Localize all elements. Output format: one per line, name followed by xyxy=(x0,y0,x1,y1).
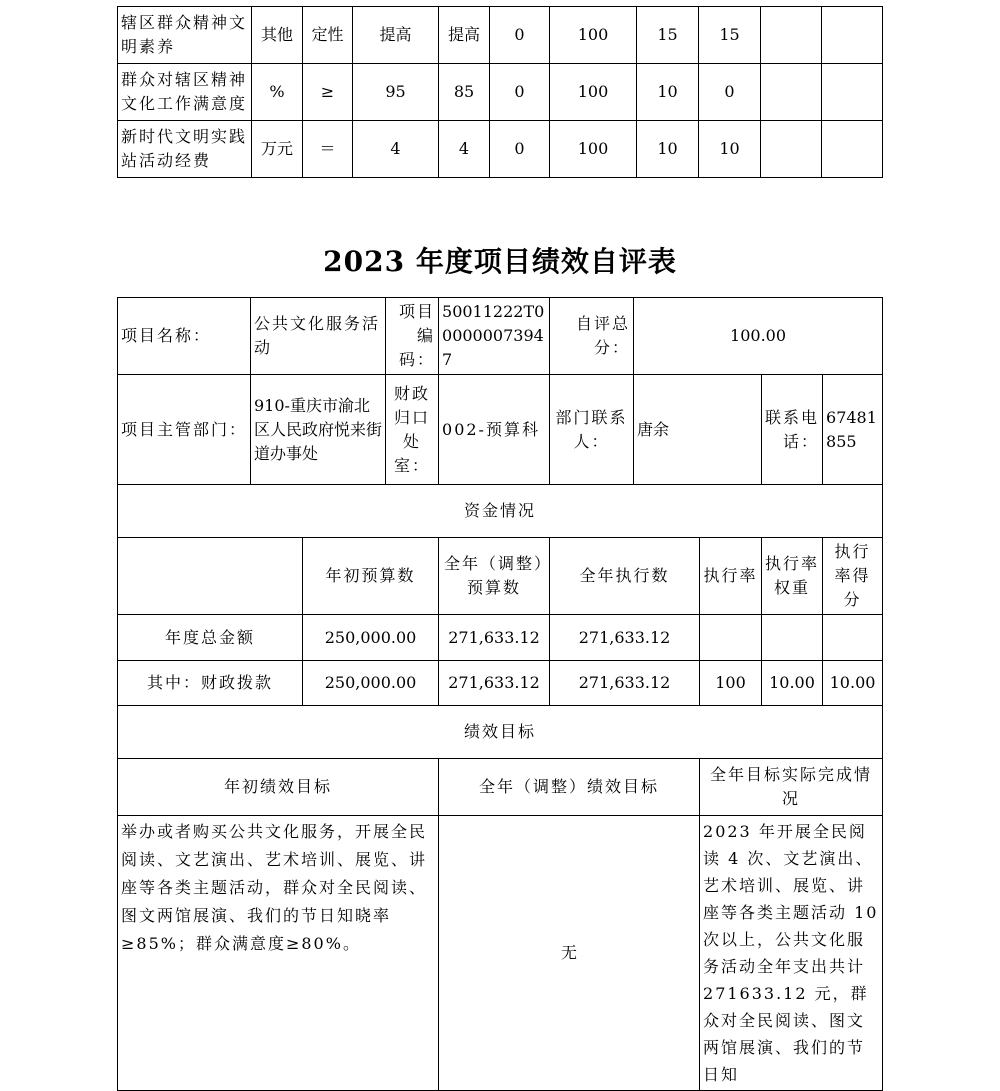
indicator-target: 4 xyxy=(353,121,439,178)
indicator-type: ≥ xyxy=(303,64,353,121)
funds-value: 10.00 xyxy=(762,661,823,706)
dept-value: 910-重庆市渝北区人民政府悦来街道办事处 xyxy=(251,375,386,485)
funds-value: 250,000.00 xyxy=(303,661,439,706)
project-name: 公共文化服务活动 xyxy=(251,298,386,375)
indicator-cell: 100 xyxy=(550,64,637,121)
goals-row xyxy=(118,816,883,1091)
funds-header: 全年（调整）预算数 xyxy=(439,538,550,615)
funds-header-row xyxy=(118,538,883,615)
funds-value: 271,633.12 xyxy=(550,661,700,706)
funds-value xyxy=(700,615,762,661)
indicator-actual: 提高 xyxy=(439,7,490,64)
finance-value: 002-预算科 xyxy=(439,375,550,485)
indicator-row xyxy=(118,64,883,121)
funds-value: 271,633.12 xyxy=(439,615,550,661)
funds-row xyxy=(118,661,883,706)
funds-value: 100 xyxy=(700,661,762,706)
goals-header: 全年（调整）绩效目标 xyxy=(439,759,700,816)
funds-header: 执行率权重 xyxy=(762,538,823,615)
phone-label: 联系电话： xyxy=(762,375,823,485)
project-code-label: 项目编码： xyxy=(386,298,439,375)
indicator-cell: 10 xyxy=(637,121,699,178)
funds-value: 10.00 xyxy=(823,661,883,706)
indicator-target: 提高 xyxy=(353,7,439,64)
indicator-actual: 4 xyxy=(439,121,490,178)
funds-header: 年初预算数 xyxy=(303,538,439,615)
indicator-row xyxy=(118,7,883,64)
project-code: 50011222T000000073947 xyxy=(439,298,550,375)
info-row xyxy=(118,298,883,375)
indicator-cell: 0 xyxy=(490,64,550,121)
indicator-cell xyxy=(761,121,822,178)
phone-value: 67481855 xyxy=(823,375,883,485)
page-title: 2023 年度项目绩效自评表 xyxy=(323,245,677,278)
section-header xyxy=(118,706,883,759)
indicator-cell xyxy=(822,7,883,64)
initial-goal-text: 举办或者购买公共文化服务，开展全民阅读、文艺演出、艺术培训、展览、讲座等各类主题活动，群众对全民阅读、图文两馆展演、我们的节日知晓率≥85%；群众满意度≥80%。 xyxy=(118,816,439,1091)
score-label: 自评总分： xyxy=(550,298,634,375)
adjusted-goal-text: 无 xyxy=(439,816,700,1091)
funds-header: 执行率 xyxy=(700,538,762,615)
indicator-cell: 15 xyxy=(637,7,699,64)
indicator-cell: 100 xyxy=(550,7,637,64)
finance-label: 财政归口处室： xyxy=(386,375,439,485)
funds-row xyxy=(118,615,883,661)
funds-header: 执行率得分 xyxy=(823,538,883,615)
funds-value: 271,633.12 xyxy=(550,615,700,661)
indicator-cell: 10 xyxy=(699,121,761,178)
goals-header: 全年目标实际完成情况 xyxy=(700,759,883,816)
empty-cell xyxy=(118,538,303,615)
funds-section-title: 资金情况 xyxy=(118,485,883,538)
project-name-label: 项目名称： xyxy=(118,298,251,375)
funds-header: 全年执行数 xyxy=(550,538,700,615)
indicator-cell: 10 xyxy=(637,64,699,121)
funds-value: 250,000.00 xyxy=(303,615,439,661)
indicator-cell xyxy=(822,121,883,178)
indicator-unit: 其他 xyxy=(252,7,303,64)
indicator-target: 95 xyxy=(353,64,439,121)
indicator-name: 群众对辖区精神文化工作满意度 xyxy=(118,64,252,121)
actual-completion-text: 2023 年开展全民阅读 4 次、文艺演出、艺术培训、展览、讲座等各类主题活动 10 次以上，公共文化服务活动全年支出共计 271633.12 元，群众对全民阅读、图文两馆展演、我们的节日知 xyxy=(700,816,883,1091)
goals-header: 年初绩效目标 xyxy=(118,759,439,816)
indicator-cell: 100 xyxy=(550,121,637,178)
indicator-cell xyxy=(761,7,822,64)
indicator-cell: 0 xyxy=(699,64,761,121)
info-row xyxy=(118,375,883,485)
indicator-cell: 0 xyxy=(490,121,550,178)
indicator-table-continued xyxy=(117,6,883,178)
self-score: 100.00 xyxy=(634,298,883,375)
indicator-type: 定性 xyxy=(303,7,353,64)
indicator-name: 辖区群众精神文明素养 xyxy=(118,7,252,64)
indicator-row xyxy=(118,121,883,178)
funds-value xyxy=(762,615,823,661)
indicator-actual: 85 xyxy=(439,64,490,121)
dept-label: 项目主管部门： xyxy=(118,375,251,485)
funds-row-label: 年度总金额 xyxy=(118,615,303,661)
indicator-cell: 15 xyxy=(699,7,761,64)
contact-label: 部门联系人： xyxy=(550,375,634,485)
section-header xyxy=(118,485,883,538)
contact-value: 唐余 xyxy=(634,375,762,485)
indicator-unit: 万元 xyxy=(252,121,303,178)
indicator-unit: % xyxy=(252,64,303,121)
indicator-cell xyxy=(822,64,883,121)
indicator-type: ＝ xyxy=(303,121,353,178)
funds-value: 271,633.12 xyxy=(439,661,550,706)
goals-section-title: 绩效目标 xyxy=(118,706,883,759)
indicator-cell xyxy=(761,64,822,121)
self-evaluation-table xyxy=(117,297,883,1091)
funds-value xyxy=(823,615,883,661)
goals-header-row xyxy=(118,759,883,816)
indicator-cell: 0 xyxy=(490,7,550,64)
indicator-name: 新时代文明实践站活动经费 xyxy=(118,121,252,178)
funds-row-label: 其中：财政拨款 xyxy=(118,661,303,706)
